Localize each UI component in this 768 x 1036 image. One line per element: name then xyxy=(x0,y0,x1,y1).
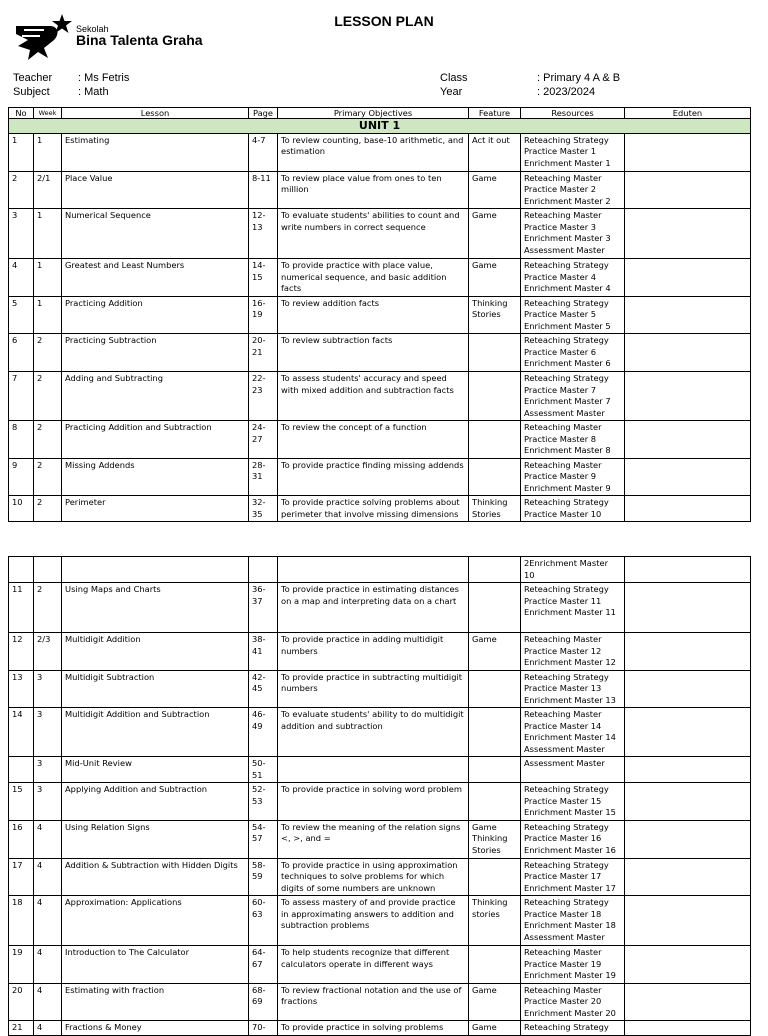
cell-week: 2/1 xyxy=(34,171,62,209)
cell-feature xyxy=(469,372,521,421)
cell-objective: To review fractional notation and the use of fractions xyxy=(278,983,469,1021)
cell-objective: To provide practice in solving word problem xyxy=(278,783,469,821)
cell-no: 4 xyxy=(9,259,34,297)
cell-objective: To help students recognize that different calculators operate in different ways xyxy=(278,946,469,984)
cell-lesson: Addition & Subtraction with Hidden Digits xyxy=(62,858,249,896)
cell-no xyxy=(9,557,34,583)
cell-page xyxy=(249,557,278,583)
cell-lesson: Adding and Subtracting xyxy=(62,372,249,421)
cell-week: 2/3 xyxy=(34,633,62,671)
cell-eduten xyxy=(625,372,751,421)
col-header-feature: Feature xyxy=(469,108,521,119)
cell-week xyxy=(34,557,62,583)
page-title: LESSON PLAN xyxy=(334,13,434,29)
cell-no: 6 xyxy=(9,334,34,372)
cell-no: 21 xyxy=(9,1021,34,1036)
cell-lesson: Approximation: Applications xyxy=(62,896,249,946)
cell-week: 2 xyxy=(34,583,62,633)
cell-resources: Reteaching Master Practice Master 20 Enrichment Master 20 xyxy=(521,983,625,1021)
cell-week: 3 xyxy=(34,708,62,757)
table-header-row xyxy=(9,108,751,119)
cell-resources: Reteaching Strategy Practice Master 15 Enrichment Master 15 xyxy=(521,783,625,821)
cell-page: 42- 45 xyxy=(249,670,278,708)
cell-week: 1 xyxy=(34,133,62,171)
cell-page: 36- 37 xyxy=(249,583,278,633)
cell-page: 70- xyxy=(249,1021,278,1036)
school-label: Sekolah xyxy=(76,24,109,34)
cell-feature xyxy=(469,583,521,633)
cell-page: 8-11 xyxy=(249,171,278,209)
cell-objective: To assess students' accuracy and speed with mixed addition and subtraction facts xyxy=(278,372,469,421)
cell-eduten xyxy=(625,983,751,1021)
cell-page: 22- 23 xyxy=(249,372,278,421)
cell-resources: Reteaching Master Practice Master 8 Enrichment Master 8 xyxy=(521,421,625,459)
cell-no: 1 xyxy=(9,133,34,171)
cell-objective: To review the concept of a function xyxy=(278,421,469,459)
cell-resources: Reteaching Master Practice Master 9 Enrichment Master 9 xyxy=(521,458,625,496)
table-row xyxy=(9,296,751,334)
cell-resources: Reteaching Strategy Practice Master 16 Enrichment Master 16 xyxy=(521,820,625,858)
cell-week: 2 xyxy=(34,458,62,496)
teacher-label: Teacher xyxy=(13,72,53,84)
table-row xyxy=(9,896,751,946)
year-value: : 2023/2024 xyxy=(537,86,596,98)
table-row xyxy=(9,557,751,583)
cell-resources: Reteaching Master Practice Master 19 Enrichment Master 19 xyxy=(521,946,625,984)
cell-page: 52- 53 xyxy=(249,783,278,821)
cell-resources: Reteaching Strategy Practice Master 1 Enrichment Master 1 xyxy=(521,133,625,171)
cell-page: 12- 13 xyxy=(249,209,278,259)
cell-page: 28- 31 xyxy=(249,458,278,496)
subject-label: Subject xyxy=(13,86,50,98)
cell-no: 18 xyxy=(9,896,34,946)
cell-eduten xyxy=(625,820,751,858)
cell-feature: Game xyxy=(469,171,521,209)
cell-feature: Thinking stories xyxy=(469,896,521,946)
cell-feature: Game xyxy=(469,983,521,1021)
cell-no: 5 xyxy=(9,296,34,334)
cell-objective: To review addition facts xyxy=(278,296,469,334)
cell-page: 46- 49 xyxy=(249,708,278,757)
teacher-value: : Ms Fetris xyxy=(78,72,130,84)
cell-feature xyxy=(469,757,521,783)
cell-lesson: Missing Addends xyxy=(62,458,249,496)
table-row xyxy=(9,783,751,821)
table-row xyxy=(9,496,751,522)
cell-page: 32- 35 xyxy=(249,496,278,522)
cell-lesson: Using Maps and Charts xyxy=(62,583,249,633)
table-row xyxy=(9,858,751,896)
cell-resources: Reteaching Master Practice Master 3 Enrichment Master 3 Assessment Master xyxy=(521,209,625,259)
cell-page: 50- 51 xyxy=(249,757,278,783)
cell-objective: To provide practice solving problems about perimeter that involve missing dimensions xyxy=(278,496,469,522)
cell-no xyxy=(9,757,34,783)
cell-page: 68- 69 xyxy=(249,983,278,1021)
cell-eduten xyxy=(625,296,751,334)
table-row xyxy=(9,1021,751,1036)
cell-eduten xyxy=(625,259,751,297)
school-name: Bina Talenta Graha xyxy=(76,32,203,48)
cell-page: 24- 27 xyxy=(249,421,278,459)
cell-objective: To provide practice with place value, numerical sequence, and basic addition facts xyxy=(278,259,469,297)
cell-no: 7 xyxy=(9,372,34,421)
table-row xyxy=(9,633,751,671)
cell-week: 4 xyxy=(34,983,62,1021)
cell-lesson xyxy=(62,557,249,583)
table-body-part-2 xyxy=(9,557,751,1036)
cell-resources: Reteaching Strategy Practice Master 6 Enrichment Master 6 xyxy=(521,334,625,372)
cell-objective: To provide practice finding missing addends xyxy=(278,458,469,496)
cell-resources: 2Enrichment Master 10 xyxy=(521,557,625,583)
table-row xyxy=(9,334,751,372)
cell-objective: To provide practice in adding multidigit numbers xyxy=(278,633,469,671)
cell-week: 4 xyxy=(34,1021,62,1036)
cell-lesson: Estimating xyxy=(62,133,249,171)
cell-lesson: Practicing Addition and Subtraction xyxy=(62,421,249,459)
cell-lesson: Multidigit Addition xyxy=(62,633,249,671)
cell-eduten xyxy=(625,757,751,783)
cell-page: 60- 63 xyxy=(249,896,278,946)
cell-eduten xyxy=(625,421,751,459)
cell-resources: Reteaching Strategy Practice Master 13 Enrichment Master 13 xyxy=(521,670,625,708)
cell-feature: Game xyxy=(469,633,521,671)
table-row xyxy=(9,171,751,209)
cell-page: 16- 19 xyxy=(249,296,278,334)
cell-objective: To provide practice in estimating distances on a map and interpreting data on a chart xyxy=(278,583,469,633)
cell-no: 19 xyxy=(9,946,34,984)
cell-resources: Reteaching Strategy Practice Master 7 Enrichment Master 7 Assessment Master xyxy=(521,372,625,421)
cell-no: 13 xyxy=(9,670,34,708)
cell-eduten xyxy=(625,209,751,259)
cell-feature: Game xyxy=(469,259,521,297)
cell-resources: Reteaching Master Practice Master 14 Enrichment Master 14 Assessment Master xyxy=(521,708,625,757)
col-header-resources: Resources xyxy=(521,108,625,119)
table-row xyxy=(9,209,751,259)
cell-objective: To assess mastery of and provide practice in approximating answers to addition and subtraction problems xyxy=(278,896,469,946)
cell-no: 11 xyxy=(9,583,34,633)
cell-eduten xyxy=(625,557,751,583)
cell-feature xyxy=(469,946,521,984)
cell-objective: To provide practice in using approximation techniques to solve problems for which digits of some numbers are unknown xyxy=(278,858,469,896)
cell-feature xyxy=(469,458,521,496)
cell-resources: Reteaching Strategy Practice Master 5 Enrichment Master 5 xyxy=(521,296,625,334)
cell-objective: To review subtraction facts xyxy=(278,334,469,372)
cell-lesson: Using Relation Signs xyxy=(62,820,249,858)
cell-no: 15 xyxy=(9,783,34,821)
cell-objective: To evaluate students' abilities to count and write numbers in correct sequence xyxy=(278,209,469,259)
lesson-table-part-1 xyxy=(8,107,751,522)
cell-no: 17 xyxy=(9,858,34,896)
table-body-part-1 xyxy=(9,133,751,522)
table-row xyxy=(9,458,751,496)
cell-eduten xyxy=(625,670,751,708)
cell-objective: To review place value from ones to ten million xyxy=(278,171,469,209)
cell-feature: Thinking Stories xyxy=(469,496,521,522)
cell-feature xyxy=(469,783,521,821)
cell-week: 1 xyxy=(34,259,62,297)
cell-resources: Reteaching Strategy Practice Master 11 Enrichment Master 11 xyxy=(521,583,625,633)
cell-lesson: Place Value xyxy=(62,171,249,209)
cell-no: 20 xyxy=(9,983,34,1021)
col-header-eduten: Eduten xyxy=(625,108,751,119)
cell-page: 58- 59 xyxy=(249,858,278,896)
cell-week: 2 xyxy=(34,334,62,372)
cell-week: 1 xyxy=(34,296,62,334)
cell-week: 3 xyxy=(34,757,62,783)
cell-resources: Reteaching Strategy xyxy=(521,1021,625,1036)
cell-eduten xyxy=(625,496,751,522)
subject-value: : Math xyxy=(78,86,109,98)
cell-lesson: Applying Addition and Subtraction xyxy=(62,783,249,821)
cell-feature xyxy=(469,858,521,896)
cell-page: 14- 15 xyxy=(249,259,278,297)
unit-row xyxy=(9,119,751,134)
cell-feature xyxy=(469,557,521,583)
cell-lesson: Multidigit Subtraction xyxy=(62,670,249,708)
cell-week: 2 xyxy=(34,496,62,522)
cell-lesson: Mid-Unit Review xyxy=(62,757,249,783)
cell-no: 9 xyxy=(9,458,34,496)
cell-objective: To provide practice in solving problems xyxy=(278,1021,469,1036)
cell-week: 2 xyxy=(34,421,62,459)
cell-lesson: Multidigit Addition and Subtraction xyxy=(62,708,249,757)
cell-eduten xyxy=(625,708,751,757)
cell-week: 4 xyxy=(34,896,62,946)
cell-page: 4-7 xyxy=(249,133,278,171)
cell-week: 3 xyxy=(34,783,62,821)
cell-eduten xyxy=(625,896,751,946)
cell-lesson: Numerical Sequence xyxy=(62,209,249,259)
cell-objective xyxy=(278,757,469,783)
col-header-page: Page xyxy=(249,108,278,119)
class-value: : Primary 4 A & B xyxy=(537,72,621,84)
cell-eduten xyxy=(625,133,751,171)
cell-no: 16 xyxy=(9,820,34,858)
cell-page: 64- 67 xyxy=(249,946,278,984)
cell-eduten xyxy=(625,458,751,496)
cell-feature: Game Thinking Stories xyxy=(469,820,521,858)
cell-week: 3 xyxy=(34,670,62,708)
cell-objective xyxy=(278,557,469,583)
cell-no: 14 xyxy=(9,708,34,757)
cell-feature: Act it out xyxy=(469,133,521,171)
class-label: Class xyxy=(440,72,468,84)
cell-eduten xyxy=(625,1021,751,1036)
col-header-objectives: Primary Objectives xyxy=(278,108,469,119)
cell-feature: Thinking Stories xyxy=(469,296,521,334)
col-header-week: Week xyxy=(34,108,62,119)
col-header-lesson: Lesson xyxy=(62,108,249,119)
lesson-table-part-2 xyxy=(8,556,751,1036)
cell-objective: To review counting, base-10 arithmetic, and estimation xyxy=(278,133,469,171)
cell-lesson: Greatest and Least Numbers xyxy=(62,259,249,297)
cell-lesson: Introduction to The Calculator xyxy=(62,946,249,984)
table-row xyxy=(9,133,751,171)
cell-objective: To provide practice in subtracting multidigit numbers xyxy=(278,670,469,708)
unit-title: UNIT 1 xyxy=(9,119,751,134)
cell-page: 20- 21 xyxy=(249,334,278,372)
cell-feature: Game xyxy=(469,1021,521,1036)
cell-lesson: Estimating with fraction xyxy=(62,983,249,1021)
cell-page: 38- 41 xyxy=(249,633,278,671)
table-row xyxy=(9,421,751,459)
cell-week: 2 xyxy=(34,372,62,421)
table-row xyxy=(9,708,751,757)
cell-lesson: Practicing Addition xyxy=(62,296,249,334)
cell-objective: To review the meaning of the relation signs <, >, and = xyxy=(278,820,469,858)
cell-eduten xyxy=(625,946,751,984)
cell-lesson: Fractions & Money xyxy=(62,1021,249,1036)
cell-objective: To evaluate students' ability to do multidigit addition and subtraction xyxy=(278,708,469,757)
cell-eduten xyxy=(625,583,751,633)
cell-resources: Assessment Master xyxy=(521,757,625,783)
table-row xyxy=(9,983,751,1021)
cell-lesson: Perimeter xyxy=(62,496,249,522)
cell-no: 10 xyxy=(9,496,34,522)
cell-week: 4 xyxy=(34,946,62,984)
cell-resources: Reteaching Master Practice Master 2 Enrichment Master 2 xyxy=(521,171,625,209)
cell-no: 2 xyxy=(9,171,34,209)
cell-resources: Reteaching Strategy Practice Master 10 xyxy=(521,496,625,522)
cell-lesson: Practicing Subtraction xyxy=(62,334,249,372)
cell-week: 4 xyxy=(34,820,62,858)
table-row xyxy=(9,583,751,633)
cell-eduten xyxy=(625,334,751,372)
cell-eduten xyxy=(625,858,751,896)
cell-no: 3 xyxy=(9,209,34,259)
cell-resources: Reteaching Strategy Practice Master 18 Enrichment Master 18 Assessment Master xyxy=(521,896,625,946)
cell-week: 4 xyxy=(34,858,62,896)
table-row xyxy=(9,259,751,297)
cell-eduten xyxy=(625,633,751,671)
table-row xyxy=(9,372,751,421)
cell-no: 12 xyxy=(9,633,34,671)
cell-feature: Game xyxy=(469,209,521,259)
cell-page: 54- 57 xyxy=(249,820,278,858)
cell-resources: Reteaching Strategy Practice Master 17 Enrichment Master 17 xyxy=(521,858,625,896)
table-row xyxy=(9,820,751,858)
cell-feature xyxy=(469,670,521,708)
cell-feature xyxy=(469,334,521,372)
table-row xyxy=(9,757,751,783)
table-row xyxy=(9,946,751,984)
cell-feature xyxy=(469,421,521,459)
table-row xyxy=(9,670,751,708)
cell-no: 8 xyxy=(9,421,34,459)
col-header-no: No xyxy=(9,108,34,119)
year-label: Year xyxy=(440,86,463,98)
cell-feature xyxy=(469,708,521,757)
cell-eduten xyxy=(625,171,751,209)
cell-eduten xyxy=(625,783,751,821)
cell-resources: Reteaching Master Practice Master 12 Enrichment Master 12 xyxy=(521,633,625,671)
cell-resources: Reteaching Strategy Practice Master 4 Enrichment Master 4 xyxy=(521,259,625,297)
cell-week: 1 xyxy=(34,209,62,259)
